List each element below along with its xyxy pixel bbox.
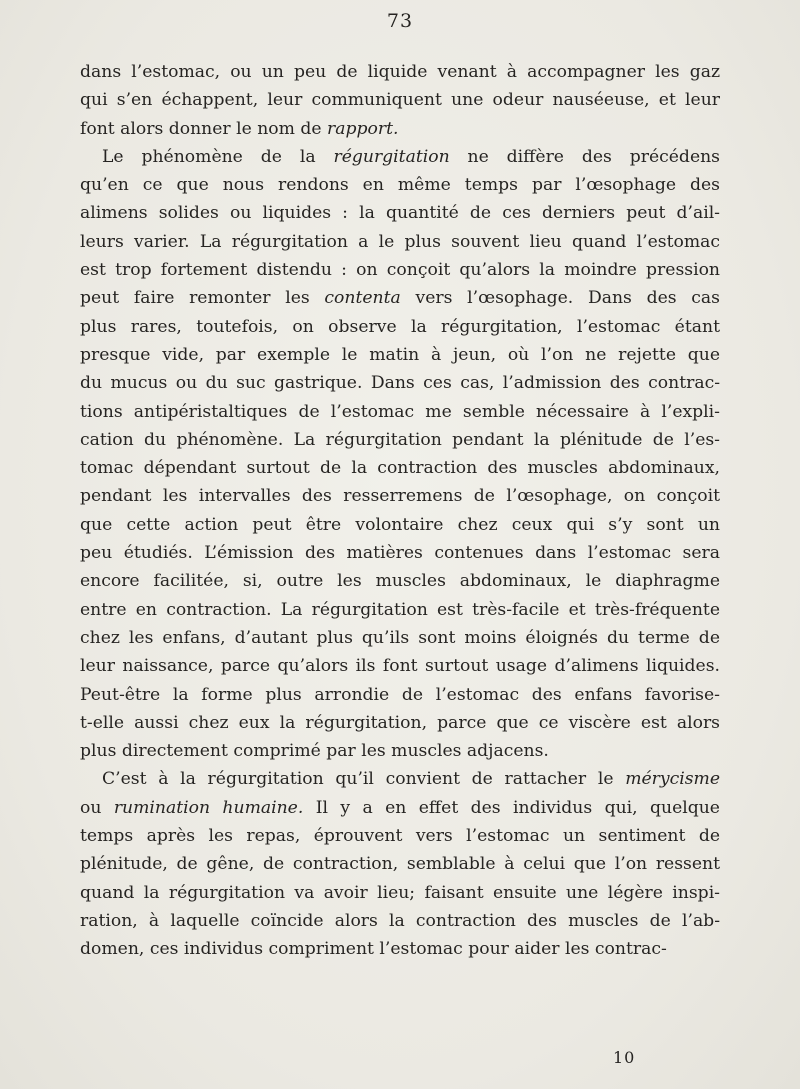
text-segment: ne diffère des précédens (449, 146, 720, 167)
italic-term: mérycisme (625, 769, 720, 790)
text-segment: Le phénomène de la (102, 146, 334, 167)
text-segment: plénitude, de gêne, de contraction, semblable à celui que l’on ressent (80, 854, 720, 875)
text-line (80, 822, 720, 850)
text-segment: qui s’en échappent, leur communiquent une odeur nauséeuse, et leur (80, 90, 720, 111)
text-segment: leur naissance, parce qu’alors ils font surtout usage d’alimens liquides. (80, 656, 720, 677)
text-segment: vers l’œsophage. Dans des cas (400, 288, 720, 309)
text-segment: ou (80, 797, 114, 818)
text-segment: C’est à la régurgitation qu’il convient de rattacher le (102, 769, 626, 790)
text-segment: Peut-être la forme plus arrondie de l’estomac des enfans favorise- (80, 684, 720, 705)
text-line (80, 935, 720, 963)
page-number: 73 (386, 10, 414, 32)
text-line (80, 398, 720, 426)
text-segment: ration, à laquelle coïncide alors la contraction des muscles de l’ab- (80, 910, 720, 931)
italic-term: rumination humaine. (113, 797, 304, 818)
text-line (80, 709, 720, 737)
text-segment: font alors donner le nom de (80, 118, 328, 139)
text-line (80, 681, 720, 709)
text-segment: Il y a en effet des individus qui, quelque (303, 797, 720, 818)
text-segment: pendant les intervalles des resserremens de l’œsophage, on conçoit (80, 486, 720, 507)
text-line (80, 482, 720, 510)
text-segment: peut faire remonter les (80, 288, 325, 309)
text-line (80, 794, 720, 822)
text-segment: encore facilitée, si, outre les muscles abdominaux, le diaphragme (80, 571, 720, 592)
text-segment: alimens solides ou liquides : la quantité de ces derniers peut d’ail- (80, 203, 720, 224)
text-line (80, 341, 720, 369)
text-segment: t-elle aussi chez eux la régurgitation, parce que ce viscère est alors (80, 712, 720, 733)
text-segment: entre en contraction. La régurgitation est très-facile et très-fréquente (80, 599, 720, 620)
text-segment: quand la régurgitation va avoir lieu; faisant ensuite une légère inspi- (80, 882, 720, 903)
text-line (80, 737, 720, 765)
italic-term: régurgitation (333, 146, 450, 167)
text-segment: domen, ces individus compriment l’estomac pour aider les contrac- (80, 939, 667, 960)
body-text (80, 58, 720, 964)
text-line (80, 228, 720, 256)
text-line (80, 313, 720, 341)
text-segment: cation du phénomène. La régurgitation pendant la plénitude de l’es- (80, 429, 720, 450)
text-segment: temps après les repas, éprouvent vers l’estomac un sentiment de (80, 826, 720, 847)
text-line (80, 143, 720, 171)
text-line (80, 596, 720, 624)
text-line (80, 86, 720, 114)
text-line (80, 199, 720, 227)
text-line (80, 850, 720, 878)
text-segment: tomac dépendant surtout de la contraction des muscles abdominaux, (80, 458, 720, 479)
text-segment: plus rares, toutefois, on observe la régurgitation, l’estomac étant (80, 316, 720, 337)
text-line (80, 879, 720, 907)
signature-mark: 10 (613, 1048, 636, 1067)
text-segment: dans l’estomac, ou un peu de liquide venant à accompagner les gaz (80, 62, 720, 82)
text-segment: plus directement comprimé par les muscles adjacens. (80, 741, 549, 762)
text-line (80, 511, 720, 539)
italic-term: rapport. (327, 118, 399, 139)
text-segment: peu étudiés. L’émission des matières contenues dans l’estomac sera (80, 543, 720, 564)
text-segment: est trop fortement distendu : on conçoit qu’alors la moindre pression (80, 260, 720, 281)
text-line (80, 256, 720, 284)
text-segment: tions antipéristaltiques de l’estomac me semble nécessaire à l’expli- (80, 401, 720, 422)
text-line (80, 58, 720, 86)
text-line (80, 624, 720, 652)
text-segment: qu’en ce que nous rendons en même temps par l’œsophage des (80, 175, 720, 196)
text-line (80, 171, 720, 199)
text-line (80, 454, 720, 482)
text-line (80, 369, 720, 397)
italic-term: contenta (324, 288, 401, 309)
text-segment: chez les enfans, d’autant plus qu’ils sont moins éloignés du terme de (80, 627, 720, 648)
text-line (80, 115, 720, 143)
text-line (80, 652, 720, 680)
text-segment: presque vide, par exemple le matin à jeun, où l’on ne rejette que (80, 344, 720, 365)
text-line (80, 907, 720, 935)
text-segment: leurs varier. La régurgitation a le plus souvent lieu quand l’estomac (80, 231, 720, 252)
text-segment: du mucus ou du suc gastrique. Dans ces cas, l’admission des contrac- (80, 373, 720, 394)
text-line (80, 539, 720, 567)
text-line (80, 284, 720, 312)
text-segment: que cette action peut être volontaire chez ceux qui s’y sont un (80, 514, 720, 535)
text-line (80, 765, 720, 793)
text-line (80, 426, 720, 454)
text-line (80, 567, 720, 595)
